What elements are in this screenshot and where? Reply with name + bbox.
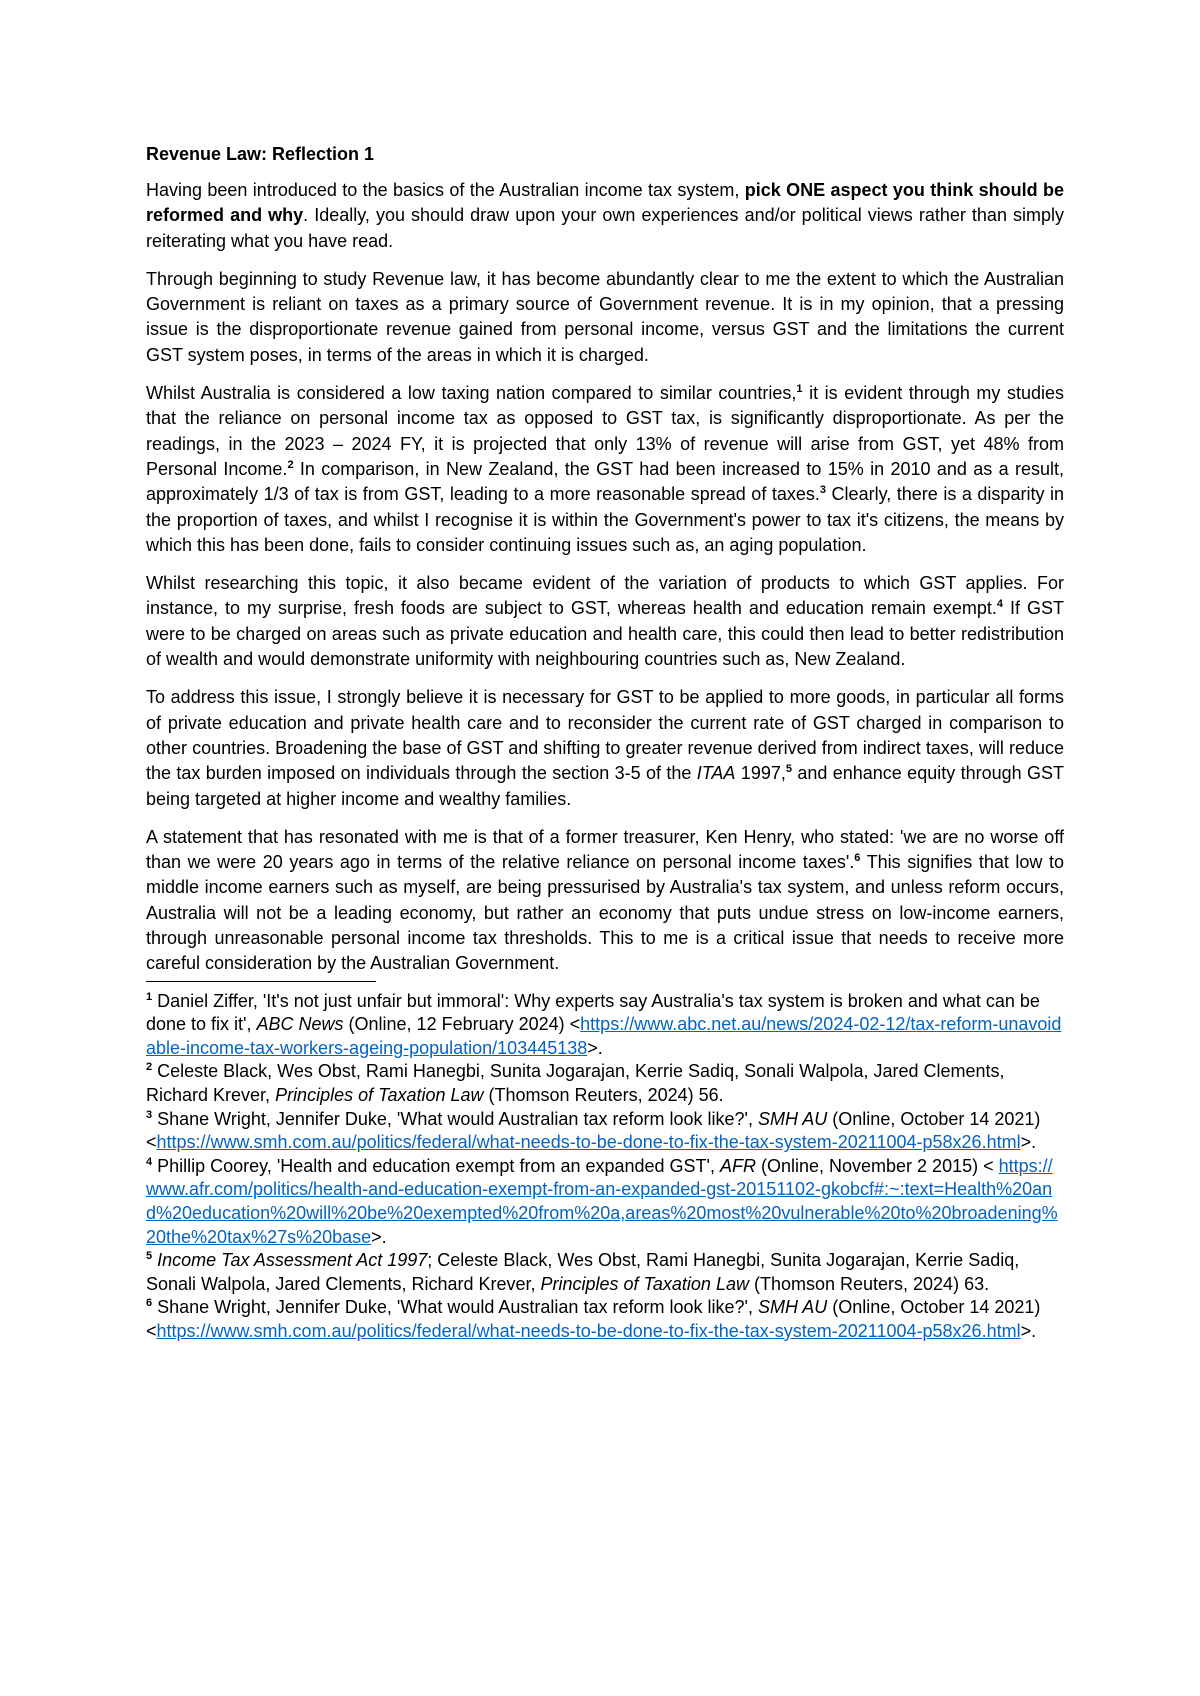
footnote-text: (Thomson Reuters, 2024) 56. <box>483 1084 724 1105</box>
paragraph-3 <box>146 571 1064 672</box>
p3-text-a: Whilst researching this topic, it also became evident of the variation of products to which GST applies. For instance, to my surprise, fresh foods are subject to GST, whereas health and education remain exempt. <box>146 573 1064 619</box>
footnote-text: Shane Wright, Jennifer Duke, 'What would Australian tax reform look like?', <box>152 1297 758 1318</box>
p2-text-d: Clearly, there is a disparity in the proportion of taxes, and whilst I recognise it is within the Government's power to tax it's citizens, the means by which this has been done, fails to consider continuing issues such as, an aging population. <box>146 484 1065 555</box>
footnote-text: Celeste Black, Wes Obst, Rami Hanegbi, Sunita Jogarajan, Kerrie Sadiq, Sonali Walpola, Jared Clements, Richard Krever, <box>146 1061 1005 1105</box>
footnote-3 <box>146 1108 1064 1155</box>
p4-text-c: and enhance equity through GST being targeted at higher income and wealthy families. <box>146 763 1065 809</box>
p2-text-c: In comparison, in New Zealand, the GST had been increased to 15% in 2010 and as a result, approximately 1/3 of tax is from GST, leading to a more reasonable spread of taxes. <box>146 458 1065 505</box>
p3-text-b: If GST were to be charged on areas such as private education and health care, this could then lead to better redistribution of wealth and would demonstrate uniformity with neighbouring countries such as, New Zealand. <box>146 598 1064 670</box>
document-page <box>146 142 1064 1344</box>
p4-text-a: To address this issue, I strongly believe it is necessary for GST to be applied to more goods, in particular all forms of private education and private health care and to reconsider the current rate of GST charged in comparison to other countries. Broadening the base of GST and shifting to greater revenue derived from indirect taxes, will reduce the tax burden imposed on individuals through the section 3-5 of the <box>146 687 1064 784</box>
footnote-4 <box>146 1155 1064 1249</box>
p2-text-b: it is evident through my studies that the reliance on personal income tax as opposed to GST tax, is significantly disproportionate. As per the readings, in the 2023 – 2024 FY, it is projected that only 13% of revenue will arise from GST, yet 48% from Personal Income. <box>146 383 1064 479</box>
footnote-text: (Thomson Reuters, 2024) 63. <box>748 1273 990 1294</box>
paragraph-2 <box>146 381 1064 558</box>
footnote-ref-6[interactable]: 6 <box>854 852 861 865</box>
footnote-number: 1 <box>146 990 153 1003</box>
footnote-text: (Online, October 14 2021) < <box>146 1108 1041 1153</box>
footnote-text: Shane Wright, Jennifer Duke, 'What would Australian tax reform look like?', <box>152 1108 758 1129</box>
footnote-italic: ABC News <box>256 1014 344 1035</box>
footnote-1 <box>146 990 1064 1061</box>
prompt-lead: Having been introduced to the basics of the Australian income tax system, <box>146 180 745 200</box>
paragraph-1: Through beginning to study Revenue law, it has become abundantly clear to me the extent to which the Australian Government is reliant on taxes as a primary source of Government revenue. It is in my opinion, that a pressing issue is the disproportionate revenue gained from personal income, versus GST and the limitations the current GST system poses, in terms of the areas in which it is charged. <box>146 268 1064 365</box>
footnote-italic: Principles of Taxation Law <box>540 1273 749 1294</box>
prompt-rest: . Ideally, you should draw upon your own experiences and/or political views rather than simply reiterating what you have read. <box>146 205 1065 251</box>
footnote-text: >. <box>587 1037 603 1058</box>
footnote-ref-1[interactable]: 1 <box>796 383 803 396</box>
footnote-number: 2 <box>146 1061 153 1074</box>
footnote-link[interactable]: https://www.abc.net.au/news/2024-02-12/tax-reform-unavoidable-income-tax-workers-ageing-population/103445138 <box>146 1014 1062 1058</box>
p5-text-b: This signifies that low to middle income earners such as myself, are being pressurised by Australia's tax system, and unless reform occurs, Australia will not be a leading economy, but rather an economy that puts undue stress on low-income earners, through unreasonable personal income tax thresholds. This to me is a critical issue that needs to receive more careful consideration by the Australian Government. <box>146 852 1064 974</box>
footnote-ref-5[interactable]: 5 <box>785 763 792 776</box>
p4-text-b: 1997, <box>735 763 786 784</box>
footnotes-section <box>146 990 1064 1344</box>
footnote-link[interactable]: https://www.smh.com.au/politics/federal/what-needs-to-be-done-to-fix-the-tax-system-20211004-p58x26.html <box>156 1132 1021 1153</box>
footnote-text: (Online, November 2 2015) < <box>755 1155 999 1176</box>
footnote-ref-3[interactable]: 3 <box>819 484 827 497</box>
p4-italic-itaa: ITAA <box>696 763 736 784</box>
footnote-italic: SMH AU <box>757 1108 828 1129</box>
paragraph-4 <box>146 685 1064 811</box>
prompt-bold: pick ONE aspect you think should be reformed and why <box>146 180 1064 226</box>
footnote-ref-2[interactable]: 2 <box>287 458 294 471</box>
footnote-text: >. <box>371 1226 387 1247</box>
footnote-italic: Income Tax Assessment Act 1997 <box>157 1250 428 1271</box>
footnote-text: Daniel Ziffer, 'It's not just unfair but immoral': Why experts say Australia's tax system is broken and what can be done to fix it', <box>146 990 1040 1035</box>
footnote-link[interactable]: https://www.smh.com.au/politics/federal/what-needs-to-be-done-to-fix-the-tax-system-20211004-p58x26.html <box>156 1320 1021 1341</box>
footnote-text: (Online, 12 February 2024) < <box>343 1014 581 1035</box>
footnote-number: 3 <box>146 1108 153 1121</box>
footnote-italic: Principles of Taxation Law <box>275 1084 484 1105</box>
footnote-number: 5 <box>146 1250 153 1263</box>
footnote-link[interactable]: https://www.afr.com/politics/health-and-education-exempt-from-an-expanded-gst-20151102-gkobcf#:~:text=Health%20and%20education%20will%20be%20exempted%20from%20a,areas%20most%20vulnerable%20to%20broadening%20the%20tax%27s%20base <box>146 1155 1058 1247</box>
footnote-2 <box>146 1060 1064 1107</box>
footnote-separator <box>146 981 376 982</box>
footnote-text: (Online, October 14 2021) < <box>146 1297 1041 1341</box>
assignment-prompt <box>146 178 1064 254</box>
paragraph-5 <box>146 825 1064 977</box>
footnote-text: >. <box>1020 1132 1037 1153</box>
p2-text-a: Whilst Australia is considered a low taxing nation compared to similar countries, <box>146 383 797 404</box>
footnote-number: 6 <box>146 1297 153 1310</box>
footnote-text: >. <box>1020 1320 1037 1341</box>
footnote-text: ; Celeste Black, Wes Obst, Rami Hanegbi, Sunita Jogarajan, Kerrie Sadiq, Sonali Walpola, Jared Clements, Richard Krever, <box>146 1250 1020 1294</box>
footnote-italic: AFR <box>719 1155 756 1176</box>
p5-text-a: A statement that has resonated with me is that of a former treasurer, Ken Henry, who stated: 'we are no worse off than we were 20 years ago in terms of the relative reliance on personal income taxes'. <box>146 826 1064 873</box>
footnote-5 <box>146 1249 1064 1296</box>
footnote-text: Phillip Coorey, 'Health and education exempt from an expanded GST', <box>152 1155 720 1176</box>
footnote-number: 4 <box>146 1155 153 1168</box>
document-title: Revenue Law: Reflection 1 <box>146 144 375 164</box>
footnote-6 <box>146 1296 1064 1343</box>
footnote-ref-4[interactable]: 4 <box>996 598 1004 611</box>
footnote-italic: SMH AU <box>757 1297 828 1318</box>
